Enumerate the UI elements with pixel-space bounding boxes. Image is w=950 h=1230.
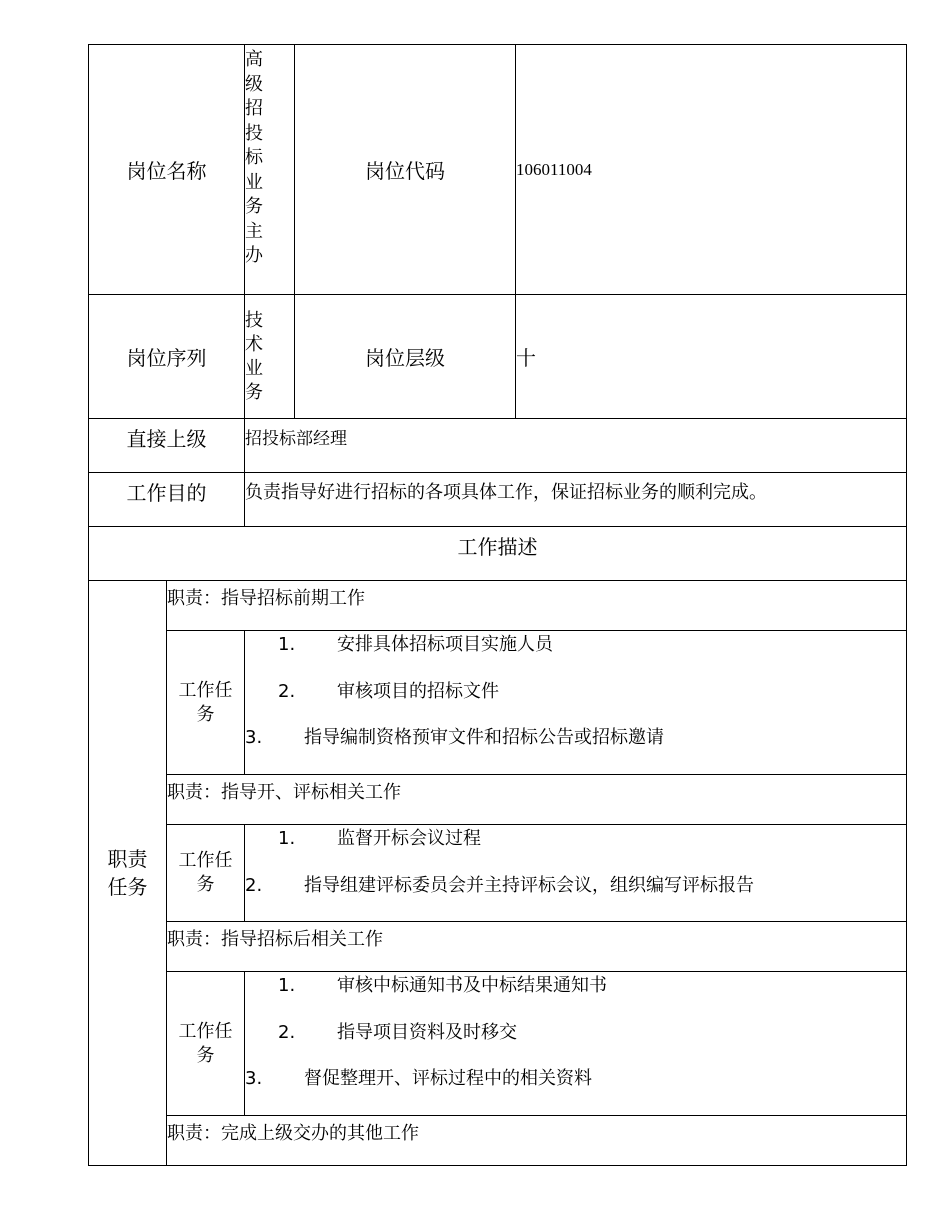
task-list (245, 631, 907, 775)
task-number: 3. (245, 727, 263, 748)
duties-label (89, 581, 167, 1166)
post-sequence-label: 岗位序列 (89, 295, 245, 419)
duty-row (89, 922, 907, 972)
task-text: 指导组建评标委员会并主持评标会议，组织编写评标报告 (304, 874, 754, 896)
post-name-row (89, 45, 907, 295)
task-item (245, 631, 906, 680)
job-description-table (88, 44, 907, 1166)
post-level-value: 十 (516, 295, 907, 419)
task-number: 2. (278, 680, 296, 702)
duty-row (89, 581, 907, 631)
task-number: 1. (278, 828, 296, 849)
duty-title: 职责：指导开、评标相关工作 (167, 775, 907, 825)
description-header-row (89, 527, 907, 581)
purpose-value: 负责指导好进行招标的各项具体工作，保证招标业务的顺利完成。 (245, 473, 907, 527)
task-text: 督促整理开、评标过程中的相关资料 (304, 1068, 592, 1089)
duty-title: 职责：指导招标前期工作 (167, 581, 907, 631)
superior-value: 招投标部经理 (245, 419, 907, 473)
task-label-text: 工作任务 (178, 679, 233, 725)
superior-label: 直接上级 (89, 419, 245, 473)
task-row (89, 972, 907, 1116)
post-sequence-value: 技术业务 (245, 295, 295, 419)
post-level-label: 岗位层级 (295, 295, 516, 419)
task-item (245, 1021, 906, 1068)
task-text: 审核中标通知书及中标结果通知书 (337, 975, 607, 996)
task-text: 审核项目的招标文件 (337, 680, 499, 702)
post-name-value: 高级招投标业务主办 (245, 45, 295, 295)
task-number: 1. (278, 634, 296, 655)
task-text: 指导编制资格预审文件和招标公告或招标邀请 (304, 727, 664, 748)
post-name-label: 岗位名称 (89, 45, 245, 295)
purpose-row (89, 473, 907, 527)
post-code-label: 岗位代码 (295, 45, 516, 295)
task-item (245, 1067, 906, 1114)
task-item (245, 874, 906, 921)
task-label-text: 工作任务 (178, 850, 233, 895)
task-list (245, 972, 907, 1116)
task-row (89, 825, 907, 922)
task-number: 2. (278, 1021, 296, 1043)
task-list (245, 825, 907, 922)
task-row (89, 631, 907, 775)
task-number: 3. (245, 1068, 263, 1089)
task-text: 安排具体招标项目实施人员 (337, 634, 553, 655)
task-item (245, 825, 906, 874)
task-item (245, 972, 906, 1021)
duty-row (89, 775, 907, 825)
task-text: 指导项目资料及时移交 (337, 1021, 517, 1043)
purpose-label: 工作目的 (89, 473, 245, 527)
task-item (245, 726, 906, 773)
post-code-value: 106011004 (516, 45, 907, 295)
task-number: 2. (245, 874, 263, 896)
task-label (167, 825, 245, 922)
duty-row (89, 1116, 907, 1166)
task-label (167, 631, 245, 775)
duty-title: 职责：指导招标后相关工作 (167, 922, 907, 972)
task-label (167, 972, 245, 1116)
task-text: 监督开标会议过程 (337, 828, 481, 849)
duty-title: 职责：完成上级交办的其他工作 (167, 1116, 907, 1166)
duties-label-text: 职责任务 (107, 847, 148, 899)
task-number: 1. (278, 975, 296, 996)
description-header: 工作描述 (89, 527, 907, 581)
task-label-text: 工作任务 (178, 1020, 233, 1066)
superior-row (89, 419, 907, 473)
post-sequence-row (89, 295, 907, 419)
task-item (245, 680, 906, 727)
